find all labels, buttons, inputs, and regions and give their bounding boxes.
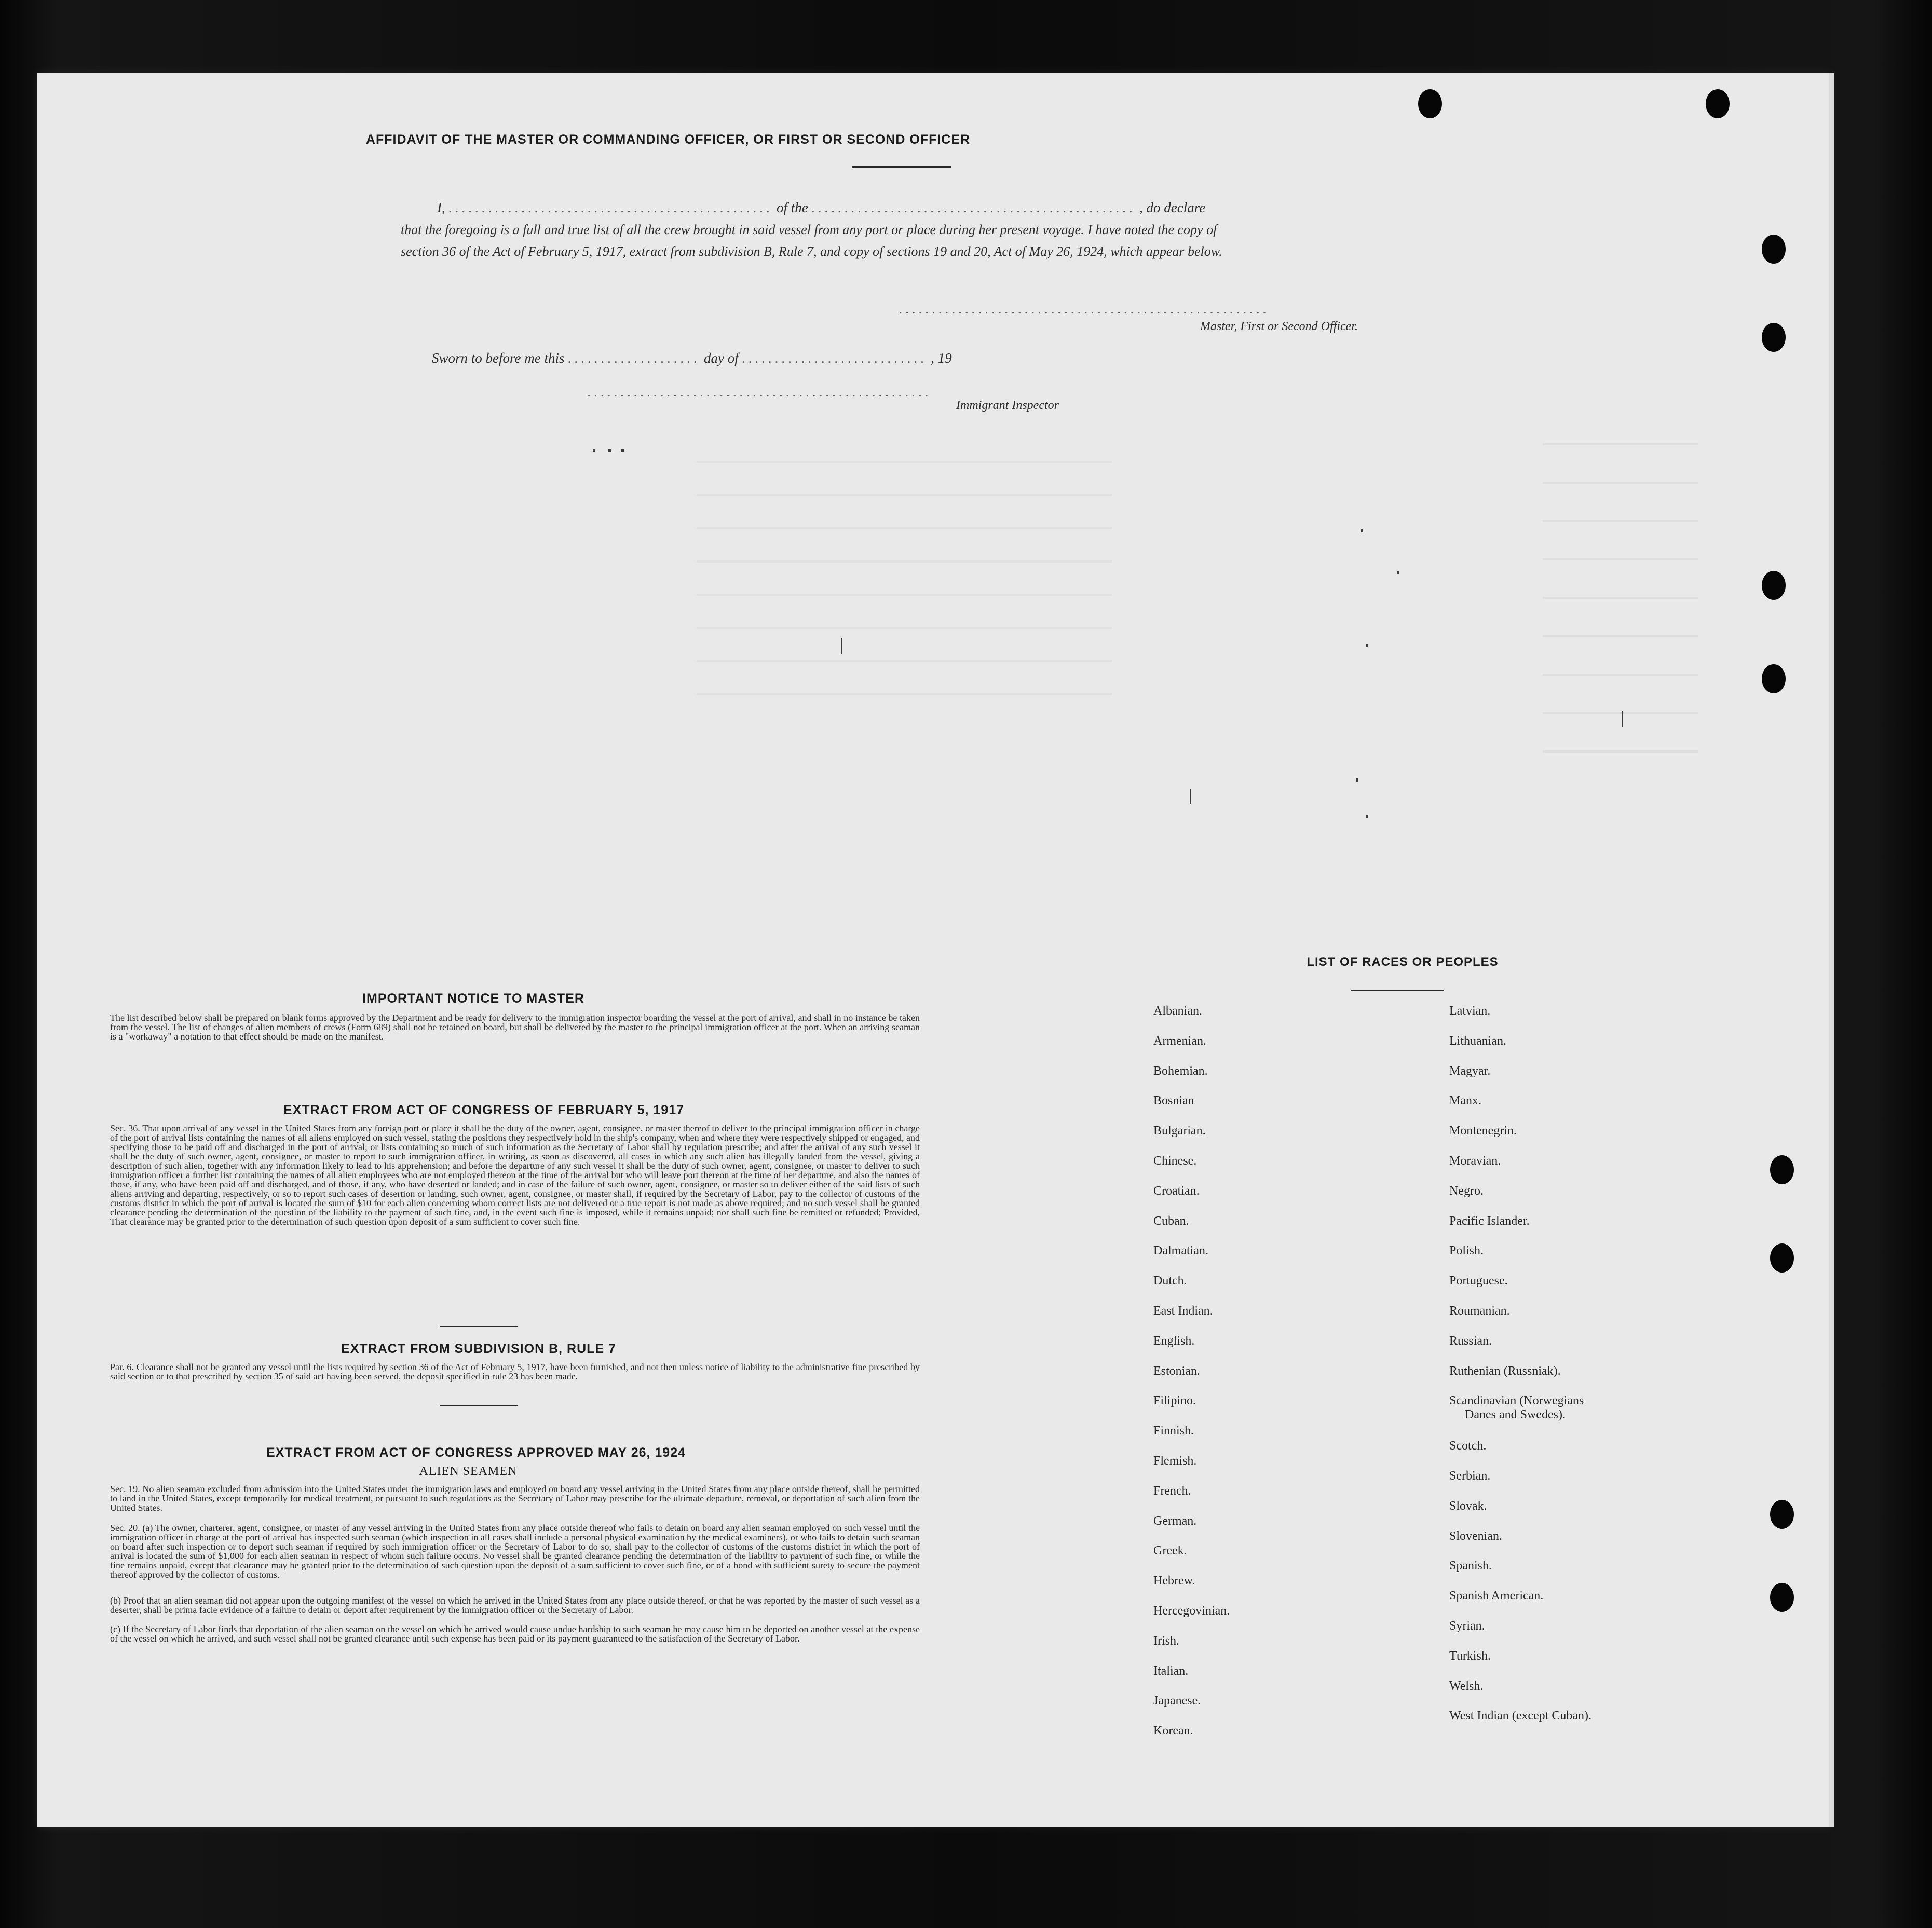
race-item: Danes and Swedes). bbox=[1465, 1408, 1566, 1422]
race-item: Korean. bbox=[1153, 1724, 1193, 1738]
inspector-signature-line: .................................................... bbox=[588, 384, 932, 400]
race-item: Greek. bbox=[1153, 1544, 1187, 1558]
race-item: Scandinavian (Norwegians bbox=[1449, 1394, 1584, 1408]
race-item: Spanish American. bbox=[1449, 1589, 1544, 1603]
bleed-through bbox=[1543, 436, 1698, 789]
race-item: Russian. bbox=[1449, 1334, 1492, 1348]
notice-text: The list described below shall be prepared on blank forms approved by the Department and be ready for delivery to the immigration inspector boarding the vessel at the port of arrival, and shall in no instance be taken from the vessel. The list of changes of alien members of crews (Form 689) shall not be retained on board, but shall be delivered by the master to the principal immigration officer at the port. When an arriving seaman is a "workaway" a notation to that effect should be made on the manifest. bbox=[110, 1013, 920, 1042]
race-item: Montenegrin. bbox=[1449, 1124, 1517, 1138]
race-item: Spanish. bbox=[1449, 1559, 1492, 1573]
master-caption: Master, First or Second Officer. bbox=[1200, 320, 1358, 333]
race-item: Moravian. bbox=[1449, 1154, 1501, 1168]
punch-hole bbox=[1762, 571, 1786, 600]
punch-hole bbox=[1762, 235, 1786, 264]
rule7-heading: EXTRACT FROM SUBDIVISION B, RULE 7 bbox=[341, 1342, 616, 1356]
sec20a-text: Sec. 20. (a) The owner, charterer, agent, consignee, or master of any vessel arriving in the United States from any place outside thereof who fails to detain on board any alien seaman employed on such vessel until the immigration officer in charge at the port of arrival has inspected such seaman (which inspection in all cases shall include a personal physical examination by the medical examiners), or who fails to detain such seaman on board after such inspection or to deport such seaman if required by such immigration officer or the Secretary of Labor to do so, shall pay to the collector of customs of the customs district in which the port of arrival is located the sum of $1,000 for each alien seaman in respect of whom such failure occurs. No vessel shall be granted clearance pending the determination of the liability to payment of such fine, or while the fine remains unpaid, except that clearance may be granted prior to the determination of such question upon the deposit of a sum sufficient to cover such fine, or of a bond with sufficient surety to secure the payment thereof approved by the collector of customs. bbox=[110, 1523, 920, 1580]
race-item: Albanian. bbox=[1153, 1004, 1202, 1018]
punch-hole bbox=[1418, 89, 1442, 118]
speck bbox=[1366, 644, 1368, 647]
race-item: Dutch. bbox=[1153, 1274, 1187, 1288]
speck bbox=[1397, 571, 1399, 574]
race-item: Japanese. bbox=[1153, 1694, 1201, 1708]
title-rule bbox=[852, 166, 951, 168]
blank-month: ............................ bbox=[742, 350, 928, 366]
punch-hole bbox=[1770, 1583, 1794, 1612]
race-item: Estonian. bbox=[1153, 1364, 1200, 1378]
race-item: Chinese. bbox=[1153, 1154, 1197, 1168]
blank-name: ................................................. bbox=[448, 200, 773, 215]
day-of-text: day of bbox=[704, 350, 739, 366]
race-item: Finnish. bbox=[1153, 1424, 1194, 1438]
speck bbox=[593, 449, 595, 452]
race-item: Ruthenian (Russniak). bbox=[1449, 1364, 1561, 1378]
affidavit-line2: that the foregoing is a full and true list of all the crew brought in said vessel from any port or place during her present voyage. I have noted the copy of bbox=[401, 222, 1217, 237]
punch-hole bbox=[1770, 1155, 1794, 1184]
race-item: Portuguese. bbox=[1449, 1274, 1508, 1288]
race-item: Roumanian. bbox=[1449, 1304, 1510, 1318]
section-rule bbox=[440, 1326, 518, 1327]
extract-1917-heading: EXTRACT FROM ACT OF CONGRESS OF FEBRUARY 5, 1917 bbox=[283, 1103, 685, 1117]
race-item: Welsh. bbox=[1449, 1679, 1484, 1693]
affidavit-line3: section 36 of the Act of February 5, 1917, extract from subdivision B, Rule 7, and copy of sections 19 and 20, Act of May 26, 1924, which appear below. bbox=[401, 244, 1222, 259]
race-item: French. bbox=[1153, 1484, 1191, 1498]
race-item: English. bbox=[1153, 1334, 1195, 1348]
races-rule bbox=[1351, 990, 1444, 991]
master-signature-line: ........................................................ bbox=[899, 301, 1270, 317]
speck bbox=[1190, 789, 1191, 804]
extract-1924-heading: EXTRACT FROM ACT OF CONGRESS APPROVED MAY 26, 1924 bbox=[266, 1445, 686, 1460]
sworn-line bbox=[432, 350, 952, 366]
race-item: Cuban. bbox=[1153, 1214, 1189, 1228]
sheet-edge bbox=[1829, 73, 1834, 1827]
race-item: West Indian (except Cuban). bbox=[1449, 1709, 1591, 1723]
inspector-caption: Immigrant Inspector bbox=[956, 399, 1059, 412]
race-item: Slovenian. bbox=[1449, 1529, 1502, 1543]
blank-day: .................... bbox=[568, 350, 701, 366]
rule7-text: Par. 6. Clearance shall not be granted any vessel until the lists required by section 36 of the Act of February 5, 1917, have been furnished, and not then unless notice of liability to the administrative fine prescribed by said section or to that prescribed by section 35 of said act having been served, the deposit specified in rule 23 has been made. bbox=[110, 1362, 920, 1382]
race-item: Lithuanian. bbox=[1449, 1034, 1506, 1048]
sworn-text: Sworn to before me this bbox=[432, 350, 565, 366]
race-item: Filipino. bbox=[1153, 1394, 1196, 1408]
speck bbox=[1361, 529, 1363, 532]
race-item: Armenian. bbox=[1153, 1034, 1206, 1048]
document-sheet bbox=[37, 73, 1831, 1827]
race-item: Turkish. bbox=[1449, 1649, 1491, 1663]
race-item: Negro. bbox=[1449, 1184, 1484, 1198]
sec20b-text: (b) Proof that an alien seaman did not appear upon the outgoing manifest of the vessel on which he arrived in the United States from any place outside thereof, or that he was reported by the master of such vessel as a deserter, shall be prima facie evidence of a failure to detain or deport after requirement by the immigration officer or the Secretary of Labor. bbox=[110, 1595, 920, 1615]
race-item: Irish. bbox=[1153, 1634, 1179, 1648]
race-item: East Indian. bbox=[1153, 1304, 1213, 1318]
punch-hole bbox=[1770, 1500, 1794, 1529]
speck bbox=[1622, 711, 1623, 727]
affidavit-title: AFFIDAVIT OF THE MASTER OR COMMANDING OFFICER, OR FIRST OR SECOND OFFICER bbox=[365, 132, 971, 147]
speck bbox=[1356, 778, 1358, 782]
sec20c-text: (c) If the Secretary of Labor finds that deportation of the alien seaman on the vessel on which he arrived would cause undue hardship to such seaman he may cause him to be deported on another vessel at the expense of the vessel on which he arrived, and such vessel shall not be granted clearance until such expense has been paid or its payment guaranteed to the satisfaction of the Secretary of Labor. bbox=[110, 1624, 920, 1644]
blank-vessel: ................................................. bbox=[811, 200, 1136, 215]
extract-1917-text: Sec. 36. That upon arrival of any vessel in the United States from any foreign port or place it shall be the duty of the owner, agent, consignee, or master thereof to deliver to the principal immigration officer in charge of the port of arrival lists containing the names of all aliens employed on such vessel, stating the positions they respectively hold in the ship's company, when and where they were respectively shipped or engaged, and specifying those to be paid off and discharged in the port of arrival; or lists containing so much of such information as the Secretary of Labor shall by regulation prescribe; and after the arrival of any such vessel it shall be the duty of such owner, agent, consignee, or master to report to such immigration officer, in writing, as soon as discovered, all cases in which any such alien has illegally landed from the vessel, giving a description of such alien, together with any information likely to lead to his apprehension; and before the departure of any such vessel it shall be the duty of such owner, agent, consignee, or master to deliver to such immigration officer a further list containing the names of all alien employees who are not employed thereon at the time of the arrival but who will leave port thereon at the time of her departure, and also the names of those, if any, who have been paid off and discharged, and of those, if any, who have deserted or landed; and in case of the failure of such owner, agent, consignee, or master so to deliver either of the said lists of such aliens arriving and departing, respectively, or so to report such cases of desertion or landing, such owner, agent, consignee, or master shall, if required by the Secretary of Labor, pay to the collector of customs of the customs district in which the port of arrival is located the sum of $10 for each alien concerning whom correct lists are not delivered or a true report is not made as above required; and no such vessel shall be granted clearance pending the determination of the question of the liability to the payment of such fine, and, in the event such fine is imposed, while it remains unpaid; nor shall such fine be remitted or refunded; Provided, That clearance may be granted prior to the determination of such question upon deposit of a sum sufficient to cover such fine. bbox=[110, 1123, 920, 1227]
race-item: Hercegovinian. bbox=[1153, 1604, 1230, 1618]
race-item: Syrian. bbox=[1449, 1619, 1485, 1633]
races-heading: LIST OF RACES OR PEOPLES bbox=[1307, 955, 1499, 969]
punch-hole bbox=[1762, 664, 1786, 693]
speck bbox=[621, 449, 624, 452]
race-item: Italian. bbox=[1153, 1664, 1189, 1678]
race-item: Dalmatian. bbox=[1153, 1244, 1208, 1258]
race-item: Scotch. bbox=[1449, 1439, 1487, 1453]
race-item: Polish. bbox=[1449, 1244, 1484, 1258]
speck bbox=[608, 449, 611, 452]
race-item: German. bbox=[1153, 1514, 1197, 1528]
aff-i: I, bbox=[437, 200, 445, 215]
race-item: Latvian. bbox=[1449, 1004, 1491, 1018]
punch-hole bbox=[1762, 323, 1786, 352]
section-rule bbox=[440, 1405, 518, 1406]
alien-seamen-subheading: ALIEN SEAMEN bbox=[419, 1465, 518, 1478]
race-item: Bosnian bbox=[1153, 1094, 1194, 1108]
race-item: Manx. bbox=[1449, 1094, 1481, 1108]
aff-of-the: of the bbox=[777, 200, 808, 215]
bleed-through bbox=[697, 436, 1112, 727]
aff-declare: , do declare bbox=[1139, 200, 1206, 215]
punch-hole bbox=[1770, 1243, 1794, 1273]
year-text: , 19 bbox=[931, 350, 952, 366]
race-item: Flemish. bbox=[1153, 1454, 1197, 1468]
race-item: Bohemian. bbox=[1153, 1064, 1208, 1078]
race-item: Serbian. bbox=[1449, 1469, 1491, 1483]
sec19-text: Sec. 19. No alien seaman excluded from admission into the United States under the immigration laws and employed on board any vessel arriving in the United States from any place outside thereof, shall be permitted to land in the United States, except temporarily for medical treatment, or pursuant to such regulations as the Secretary of Labor may prescribe for the ultimate departure, removal, or deportation of such alien from the United States. bbox=[110, 1484, 920, 1513]
race-item: Croatian. bbox=[1153, 1184, 1200, 1198]
speck bbox=[841, 638, 842, 654]
race-item: Magyar. bbox=[1449, 1064, 1491, 1078]
race-item: Slovak. bbox=[1449, 1499, 1487, 1513]
speck bbox=[1366, 815, 1368, 818]
race-item: Pacific Islander. bbox=[1449, 1214, 1530, 1228]
punch-hole bbox=[1706, 89, 1730, 118]
race-item: Hebrew. bbox=[1153, 1574, 1195, 1588]
affidavit-line1 bbox=[437, 200, 1434, 216]
notice-heading: IMPORTANT NOTICE TO MASTER bbox=[362, 991, 584, 1006]
race-item: Bulgarian. bbox=[1153, 1124, 1206, 1138]
